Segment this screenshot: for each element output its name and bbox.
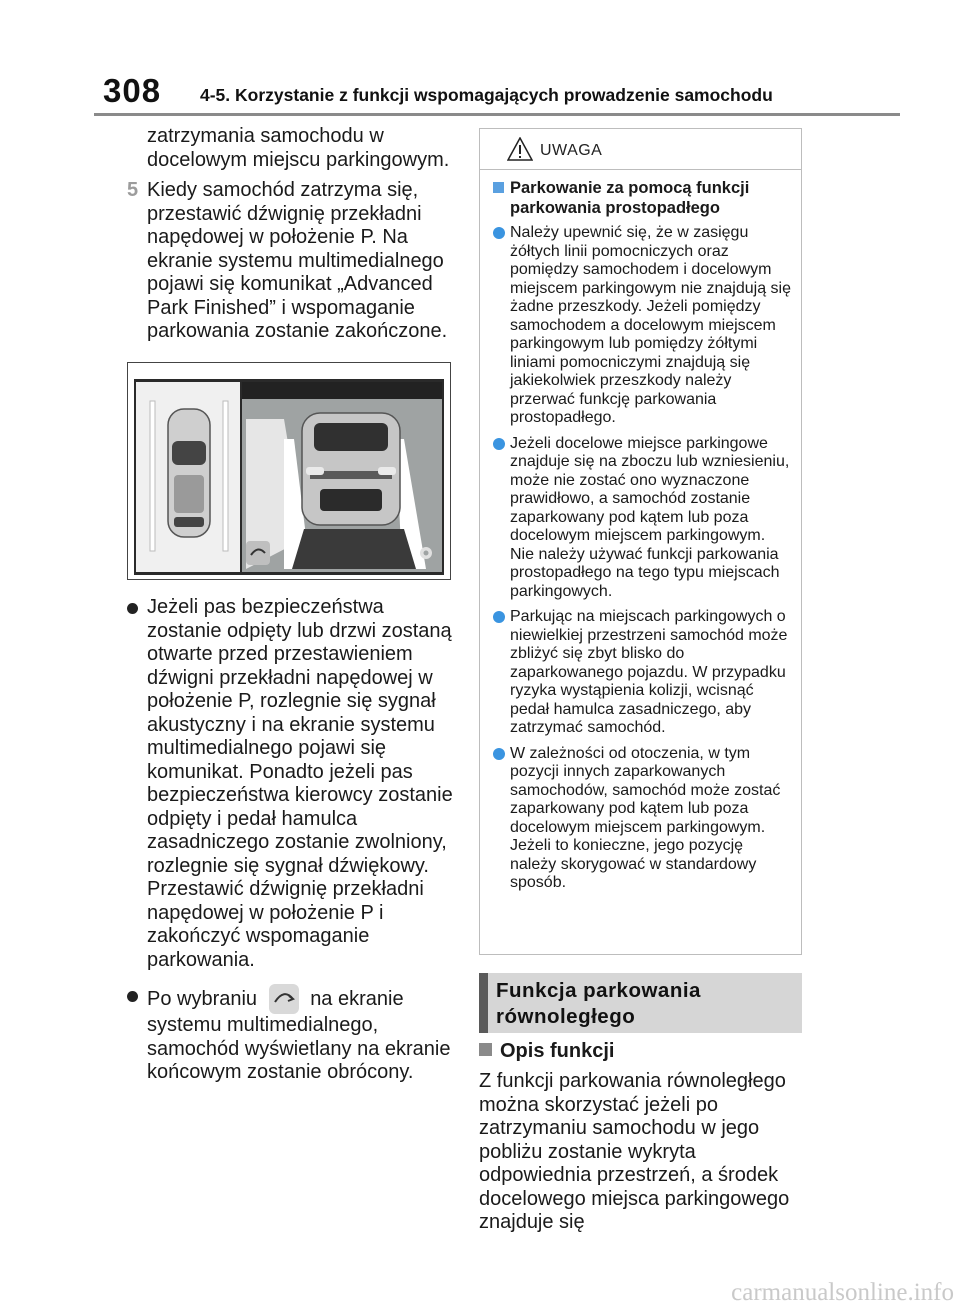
warning-bullet-text: Należy upewnić się, że w zasięgu żółtych linii pomocniczych oraz pomiędzy samochodem i docelowym miejscem parkingowym nie znajdują się żadne przeszkody. Jeżeli pomiędzy samochodem a docelowym miejscem parkingowym lub pomiędzy żółtymi liniami pomocniczymi znajdują się jakiekolwiek przeszkody należy przerwać funkcję parkowania prostopadłego.: [510, 224, 792, 426]
bullet-dot-icon: [493, 748, 505, 760]
warning-bullet-text: Jeżeli docelowe miejsce parkingowe znajduje się na zboczu lub wzniesieniu, może nie zostać ono wyznaczone prawidłowo, a samochód zostanie zaparkowany pod kątem lub poza docelowym miejscem parkingowym. Nie należy używać funkcji parkowania prostopadłego na tego typu miejscach parkingowych.: [510, 434, 790, 600]
warning-bullet: [493, 224, 791, 428]
bullet-rotate: [127, 984, 457, 1085]
section-heading-box: [479, 973, 802, 1033]
page-header: [0, 0, 960, 120]
rotate-car-icon[interactable]: [246, 541, 270, 565]
bullet-dot-icon: [493, 438, 505, 450]
page-number: 308: [103, 72, 162, 109]
square-bullet-icon: [493, 182, 504, 193]
warning-triangle-icon: [507, 137, 533, 161]
step-number: 5: [127, 179, 139, 201]
warning-bullet-text: W zależności od otoczenia, w tym pozycji innych zaparkowanych samochodów, samochód może zostać zaparkowany pod kątem lub poza docelowym miejscem parkingowym. Jeżeli to konieczne, jego pozycję należy skorygować w standardowy sposób.: [510, 744, 781, 891]
settings-gear-icon[interactable]: [420, 547, 432, 559]
warning-header: [480, 129, 801, 170]
section-title: Funkcja parkowania równoległego: [496, 979, 701, 1028]
subsection-heading-text: Opis funkcji: [500, 1040, 615, 1062]
warning-title: UWAGA: [540, 142, 603, 159]
bullet-dot-icon: [127, 991, 138, 1002]
left-column: [127, 125, 457, 344]
warning-bullet-text: Parkując na miejscach parkingowych o niewielkiej przestrzeni samochód może zbliżyć się zbyt blisko do zaparkowanego pojazdu. W przypadku ryzyka wystąpienia kolizji, wcisnąć pedał hamulca zasadniczego, aby zatrzymać samochód.: [510, 608, 788, 736]
parking-display: [134, 379, 444, 575]
bullet-dot-icon: [493, 227, 505, 239]
warning-body: [480, 170, 801, 893]
warning-bullet: [493, 435, 791, 602]
warning-subheading: [493, 178, 791, 218]
step-text: Kiedy samochód zatrzyma się, przestawić dźwignię przekładni napędowej w położenie P. Na ekranie systemu multimedialnego pojawi się komunikat „Advanced Park Finished” i wspomaganie parkowania zostanie zakończone.: [147, 179, 448, 342]
parking-camera-view: [134, 379, 444, 575]
section-bar: [479, 973, 488, 1033]
chapter-title: 4-5. Korzystanie z funkcji wspomagających prowadzenie samochodu: [200, 85, 773, 105]
bullet-dot-icon: [127, 603, 138, 614]
bullet-text-after: na ekranie systemu multimedialnego, samochód wyświetlany na ekranie końcowym zostanie obrócony.: [147, 988, 451, 1083]
header-rule: [94, 113, 900, 116]
warning-bullet: [493, 608, 791, 738]
bullet-text: Jeżeli pas bezpieczeństwa zostanie odpięty lub drzwi zostaną otwarte przed przestawieniem dźwigni przekładni napędowej w położenie P, rozlegnie się sygnał akustyczny i na ekranie systemu multimedialnego pojawi się komunikat. Ponadto jeżeli pas bezpieczeństwa kierowcy zostanie odpięty i pedał hamulca zasadniczego zostanie zwolniony, rozlegnie się sygnał dźwiękowy. Przestawić dźwignię przekładni napędowej w położenie P i zakończyć wspomaganie parkowania.: [147, 596, 453, 971]
watermark: carmanualsonline.info: [731, 1279, 954, 1306]
bullet-dot-icon: [493, 611, 505, 623]
section-paragraph: Z funkcji parkowania równoległego można skorzystać jeżeli po zatrzymaniu samochodu w jego pobliżu zostanie wykryta odpowiednia przestrzeń, a środek docelowego miejsca parkingowego znajduje się: [479, 1070, 790, 1233]
warning-bullet: [493, 745, 791, 893]
subsection-heading: [479, 1040, 614, 1063]
bullet-text-before: Po wybraniu: [147, 988, 258, 1010]
square-bullet-icon: [479, 1043, 492, 1056]
warning-subheading-text: Parkowanie za pomocą funkcji parkowania prostopadłego: [510, 179, 750, 217]
multimedia-screen-illustration: [127, 362, 451, 580]
bullet-seatbelt: [127, 596, 457, 972]
left-column-bullets: [127, 588, 457, 1085]
continuation-text: zatrzymania samochodu w docelowym miejscu parkingowym.: [147, 125, 450, 171]
step-5: [127, 179, 457, 344]
rotate-view-icon: [269, 984, 299, 1014]
warning-box: [479, 128, 802, 955]
